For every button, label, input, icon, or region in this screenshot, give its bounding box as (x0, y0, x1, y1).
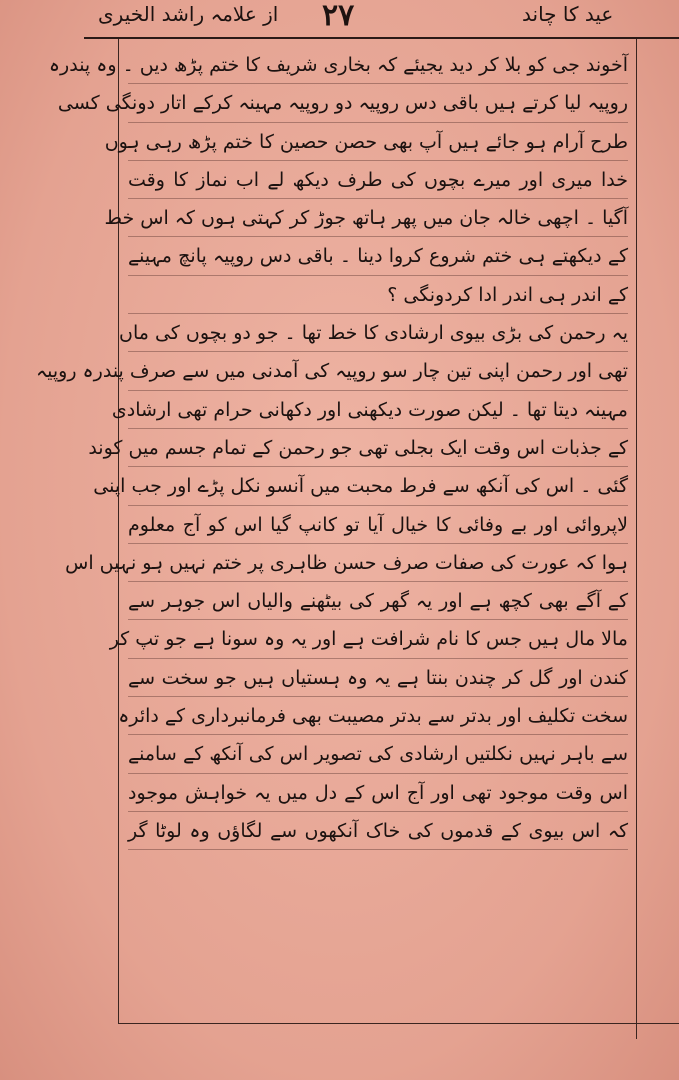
text-line: سے باہر نہیں نکلتیں ارشادی کی تصویر اس کی آنکھ کے سامنے (128, 735, 628, 773)
bottom-rule (118, 1023, 679, 1024)
text-line: آگیا ۔ اچھی خالہ جان میں پھر ہاتھ جوڑ کر کہتی ہوں کہ اس خط (128, 199, 628, 237)
text-line: یہ رحمن کی بڑی بیوی ارشادی کا خط تھا ۔ جو دو بچوں کی ماں (128, 314, 628, 352)
text-line: سخت تکلیف اور بدتر سے بدتر مصیبت بھی فرمانبرداری کے دائرہ (128, 697, 628, 735)
page-number: ۲۷ (322, 0, 355, 33)
text-line: آخوند جی کو بلا کر دید یجیئے کہ بخاری شریف کا ختم پڑھ دیں ۔ وہ پندرہ (128, 46, 628, 84)
text-line: کے دیکھتے ہی ختم شروع کروا دینا ۔ باقی دس روپیہ پانچ مہینے (128, 237, 628, 275)
author-credit: از علامہ راشد الخیری (98, 2, 279, 26)
text-line: کے اندر ہی اندر ادا کردونگی ؟ (128, 276, 628, 314)
text-line: گئی ۔ اس کی آنکھ سے فرط محبت میں آنسو نکل پڑے اور جب اپنی (128, 467, 628, 505)
right-margin-rule (636, 39, 637, 1039)
text-line: کے جذبات اس وقت ایک بجلی تھی جو رحمن کے تمام جسم میں کوند (128, 429, 628, 467)
text-line: خدا میری اور میرے بچوں کی طرف دیکھ لے اب نماز کا وقت (128, 161, 628, 199)
left-margin-rule (118, 39, 119, 1024)
text-line: کے آگے بھی کچھ ہے اور یہ گھر کی بیٹھنے والیاں اس جوہر سے (128, 582, 628, 620)
text-line: مالا مال ہیں جس کا نام شرافت ہے اور یہ وہ سونا ہے جو تپ کر (128, 620, 628, 658)
text-line: لاپروائی اور بے وفائی کا خیال آیا تو کانپ گیا اس کو آج معلوم (128, 506, 628, 544)
paragraph (36, 314, 628, 850)
text-line: طرح آرام ہو جائے ہیں آپ بھی حصن حصین کا ختم پڑھ رہی ہوں (128, 123, 628, 161)
text-line: ہوا کہ عورت کی صفات صرف حسن ظاہری پر ختم نہیں ہو نہیں اس (128, 544, 628, 582)
text-line: کہ اس بیوی کے قدموں کی خاک آنکھوں سے لگاؤں وہ لوٹا گر (128, 812, 628, 850)
text-line: مہینہ دیتا تھا ۔ لیکن صورت دیکھنی اور دکھانی حرام تھی ارشادی (128, 391, 628, 429)
text-line: تھی اور رحمن اپنی تین چار سو روپیہ کی آمدنی میں سے صرف پندرہ روپیہ (128, 352, 628, 390)
header-rule (84, 37, 679, 39)
page-body (36, 46, 628, 850)
page-header (0, 0, 679, 38)
paragraph (48, 46, 628, 314)
text-line: اس وقت موجود تھی اور آج اس کے دل میں یہ خواہش موجود (128, 774, 628, 812)
text-line: کندن اور گل کر چندن بنتا ہے یہ وہ ہستیاں ہیں جو سخت سے (128, 659, 628, 697)
book-title: عید کا چاند (522, 2, 614, 26)
text-line: روپیہ لیا کرتے ہیں باقی دس روپیہ دو روپیہ مہینہ کرکے اتار دونگی کسی (128, 84, 628, 122)
